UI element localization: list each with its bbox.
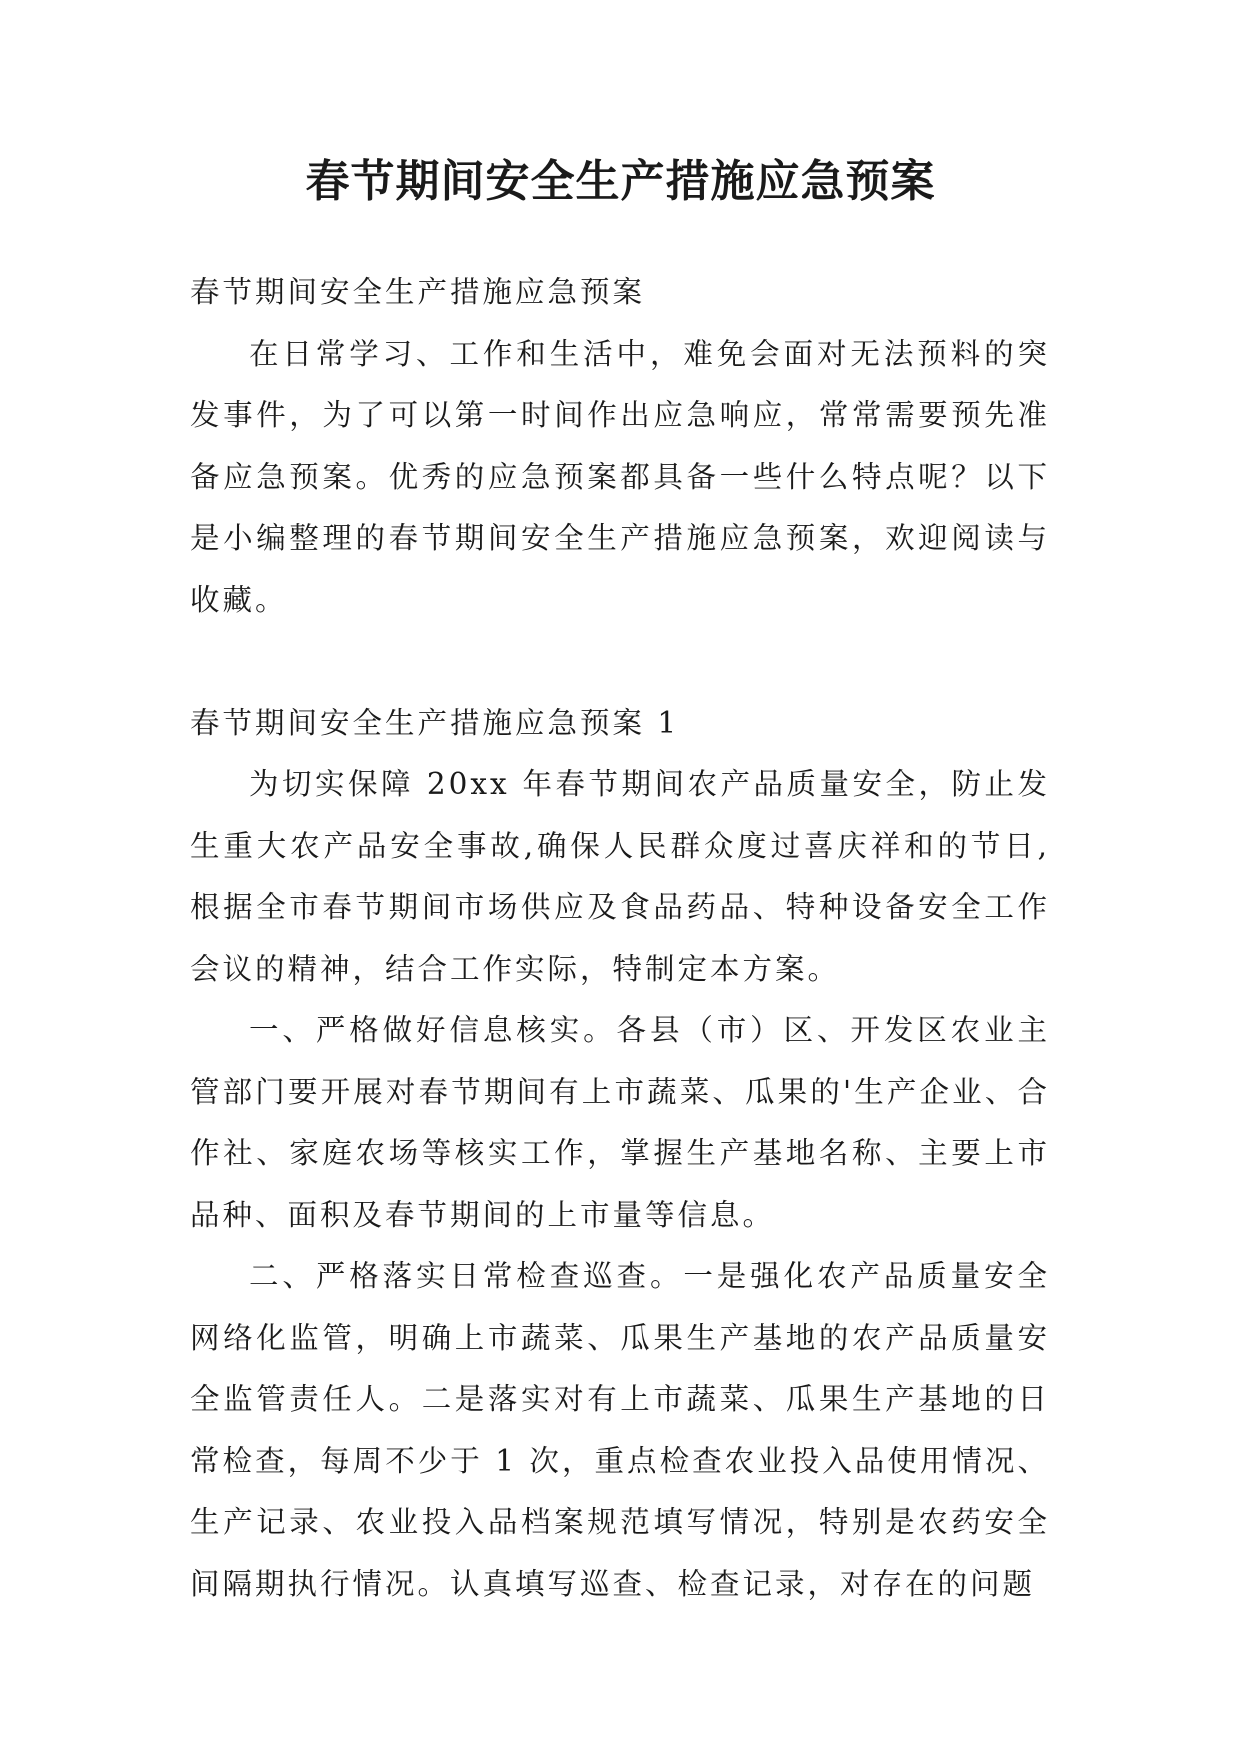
section-paragraph-3: 二、严格落实日常检查巡查。一是强化农产品质量安全网络化监管，明确上市蔬菜、瓜果生产基地的农产品质量安全监管责任人。二是落实对有上市蔬菜、瓜果生产基地的日常检查，每周不少于 1 次，重点检查农业投入品使用情况、生产记录、农业投入品档案规范填写情况，特别是农药安全间隔期执行情况。认真填写巡查、检查记录，对存在的问题 xyxy=(190,1259,1050,1601)
section-heading: 春节期间安全生产措施应急预案 1 xyxy=(190,705,680,740)
document-subtitle: 春节期间安全生产措施应急预案 xyxy=(190,275,646,309)
paragraph-spacer xyxy=(190,631,1050,693)
document-body xyxy=(190,262,1050,1615)
document-title: 春节期间安全生产措施应急预案 xyxy=(305,156,936,207)
intro-paragraph: 在日常学习、工作和生活中，难免会面对无法预料的突发事件，为了可以第一时间作出应急响应，常常需要预先准备应急预案。优秀的应急预案都具备一些什么特点呢？以下是小编整理的春节期间安全生产措施应急预案，欢迎阅读与收藏。 xyxy=(190,336,1050,617)
section-paragraph-1: 为切实保障 20xx 年春节期间农产品质量安全，防止发生重大农产品安全事故,确保人民群众度过喜庆祥和的节日,根据全市春节期间市场供应及食品药品、特种设备安全工作会议的精神，结合工作实际，特制定本方案。 xyxy=(190,767,1050,986)
section-paragraph-2: 一、严格做好信息核实。各县（市）区、开发区农业主管部门要开展对春节期间有上市蔬菜、瓜果的'生产企业、合作社、家庭农场等核实工作，掌握生产基地名称、主要上市品种、面积及春节期间的上市量等信息。 xyxy=(190,1013,1050,1232)
